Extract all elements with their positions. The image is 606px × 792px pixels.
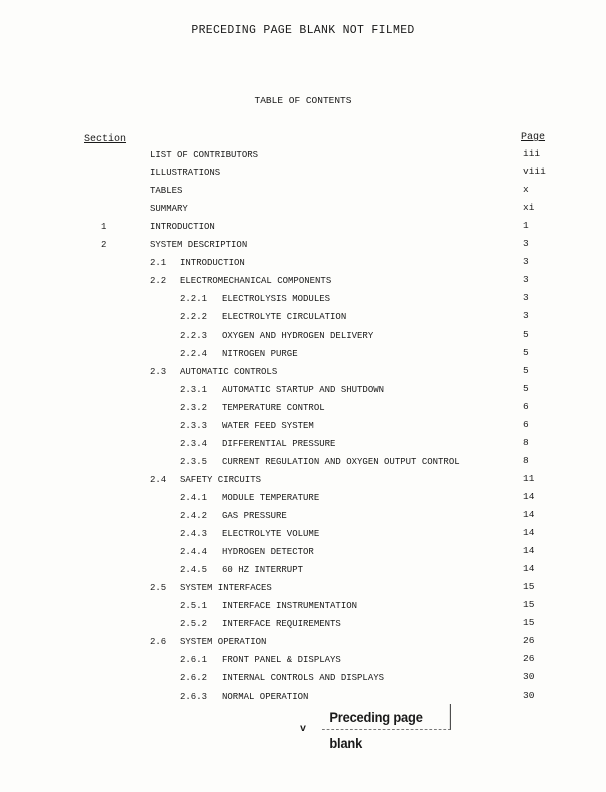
toc-entry <box>0 637 606 651</box>
toc-entry <box>0 168 606 182</box>
toc-entry <box>0 601 606 615</box>
toc-entry <box>0 240 606 254</box>
toc-entry-number: 2.5 <box>150 583 167 593</box>
toc-entry-number: 2.1 <box>150 258 167 268</box>
toc-entry <box>0 583 606 597</box>
toc-entry-page: 30 <box>523 671 535 682</box>
toc-entry-page: 6 <box>523 401 529 412</box>
toc-entry-page: 3 <box>523 256 529 267</box>
toc-entry-title: ELECTROLYTE CIRCULATION <box>222 312 347 322</box>
toc-entry-title: ELECTROLYSIS MODULES <box>222 294 331 304</box>
toc-entry <box>0 565 606 579</box>
toc-entry-title: HYDROGEN DETECTOR <box>222 547 314 557</box>
toc-entry <box>0 204 606 218</box>
toc-entry <box>0 276 606 290</box>
toc-entry-title: 60 HZ INTERRUPT <box>222 565 304 575</box>
toc-entry-number: 2.5.1 <box>180 601 208 611</box>
toc-entry-number: 2.4.4 <box>180 547 208 557</box>
toc-entry-number: 2.6.1 <box>180 655 208 665</box>
toc-entry-page: 5 <box>523 365 529 376</box>
toc-entry <box>0 312 606 326</box>
toc-entry-title: NITROGEN PURGE <box>222 349 298 359</box>
toc-entry-number: 2.6.3 <box>180 692 208 702</box>
toc-entry-title: FRONT PANEL & DISPLAYS <box>222 655 341 665</box>
toc-entry <box>0 186 606 200</box>
toc-entry-page: viii <box>523 166 546 177</box>
toc-entry-page: 14 <box>523 491 535 502</box>
toc-entry-page: xi <box>523 202 535 213</box>
toc-entry-title: AUTOMATIC CONTROLS <box>180 367 278 377</box>
toc-entry-title: WATER FEED SYSTEM <box>222 421 314 431</box>
toc-entry-title: TEMPERATURE CONTROL <box>222 403 325 413</box>
preceding-page-blank-stamp: Preceding page blank <box>322 704 451 730</box>
toc-entry-title: SAFETY CIRCUITS <box>180 475 262 485</box>
toc-entry-number: 2.2.3 <box>180 331 208 341</box>
toc-entry <box>0 150 606 164</box>
toc-entry-title: NORMAL OPERATION <box>222 692 309 702</box>
toc-entry-page: 14 <box>523 509 535 520</box>
toc-entry <box>0 457 606 471</box>
toc-entry-title: SYSTEM DESCRIPTION <box>150 240 248 250</box>
toc-entry-title: ELECTROLYTE VOLUME <box>222 529 320 539</box>
toc-entry-number: 2 <box>101 240 107 250</box>
toc-entry <box>0 619 606 633</box>
toc-entry-number: 1 <box>101 222 107 232</box>
toc-entry-number: 2.4.5 <box>180 565 208 575</box>
toc-entry-number: 2.4.2 <box>180 511 208 521</box>
toc-entry-page: 26 <box>523 635 535 646</box>
toc-entry-page: 5 <box>523 383 529 394</box>
toc-entry-page: 15 <box>523 581 535 592</box>
toc-entry-number: 2.2.2 <box>180 312 208 322</box>
toc-entry <box>0 692 606 706</box>
toc-entry-title: GAS PRESSURE <box>222 511 287 521</box>
toc-entry <box>0 547 606 561</box>
header-notice: PRECEDING PAGE BLANK NOT FILMED <box>191 24 415 37</box>
toc-entry-title: INTERNAL CONTROLS AND DISPLAYS <box>222 673 385 683</box>
toc-entry <box>0 385 606 399</box>
toc-entry-number: 2.3.2 <box>180 403 208 413</box>
toc-entry-page: 3 <box>523 292 529 303</box>
toc-entry-page: 5 <box>523 347 529 358</box>
toc-entry-page: 6 <box>523 419 529 430</box>
toc-entry-title: INTRODUCTION <box>150 222 215 232</box>
toc-entry <box>0 439 606 453</box>
toc-entry-number: 2.4 <box>150 475 167 485</box>
toc-entry-page: x <box>523 184 529 195</box>
toc-entry-title: SUMMARY <box>150 204 188 214</box>
toc-entry <box>0 475 606 489</box>
page-column-header: Page <box>521 132 546 143</box>
toc-entry <box>0 403 606 417</box>
toc-entry-number: 2.2 <box>150 276 167 286</box>
toc-entry-page: 30 <box>523 690 535 701</box>
section-column-header: Section <box>84 134 127 145</box>
toc-entry-number: 2.3.5 <box>180 457 208 467</box>
toc-entry-number: 2.6 <box>150 637 167 647</box>
toc-entry-title: DIFFERENTIAL PRESSURE <box>222 439 336 449</box>
toc-entry-number: 2.2.1 <box>180 294 208 304</box>
toc-entry-title: INTRODUCTION <box>180 258 245 268</box>
toc-entry <box>0 222 606 236</box>
toc-entry-number: 2.3 <box>150 367 167 377</box>
page-number: v <box>300 724 307 735</box>
toc-entry-page: 26 <box>523 653 535 664</box>
toc-entry-page: 14 <box>523 527 535 538</box>
toc-entry <box>0 349 606 363</box>
toc-entry-page: 3 <box>523 274 529 285</box>
toc-entry-number: 2.3.3 <box>180 421 208 431</box>
toc-entry-number: 2.3.1 <box>180 385 208 395</box>
toc-entry-title: INTERFACE INSTRUMENTATION <box>222 601 358 611</box>
toc-entry <box>0 655 606 669</box>
toc-entry-title: SYSTEM OPERATION <box>180 637 267 647</box>
toc-entry-page: 5 <box>523 329 529 340</box>
toc-entry <box>0 367 606 381</box>
toc-entry <box>0 673 606 687</box>
toc-entry-number: 2.6.2 <box>180 673 208 683</box>
toc-entry-page: 8 <box>523 437 529 448</box>
toc-entry <box>0 421 606 435</box>
toc-entry-title: AUTOMATIC STARTUP AND SHUTDOWN <box>222 385 385 395</box>
toc-entry-page: 14 <box>523 545 535 556</box>
toc-entry-number: 2.5.2 <box>180 619 208 629</box>
toc-entry-title: ELECTROMECHANICAL COMPONENTS <box>180 276 332 286</box>
toc-entry <box>0 529 606 543</box>
toc-entry <box>0 511 606 525</box>
toc-entry-page: 11 <box>523 473 535 484</box>
toc-entry-number: 2.2.4 <box>180 349 208 359</box>
toc-entry-title: MODULE TEMPERATURE <box>222 493 320 503</box>
toc-entry-title: INTERFACE REQUIREMENTS <box>222 619 341 629</box>
toc-entry-page: 15 <box>523 617 535 628</box>
toc-entry <box>0 258 606 272</box>
toc-title: TABLE OF CONTENTS <box>254 95 352 106</box>
toc-entry-number: 2.4.3 <box>180 529 208 539</box>
toc-entry-page: 14 <box>523 563 535 574</box>
toc-entry-title: LIST OF CONTRIBUTORS <box>150 150 259 160</box>
toc-entry <box>0 331 606 345</box>
toc-entry <box>0 493 606 507</box>
toc-entry <box>0 294 606 308</box>
toc-entry-page: 3 <box>523 238 529 249</box>
toc-entry-page: 3 <box>523 310 529 321</box>
toc-entry-number: 2.4.1 <box>180 493 208 503</box>
toc-entry-page: iii <box>523 148 541 159</box>
toc-entry-title: ILLUSTRATIONS <box>150 168 221 178</box>
toc-entry-page: 8 <box>523 455 529 466</box>
toc-entry-number: 2.3.4 <box>180 439 208 449</box>
toc-entry-title: SYSTEM INTERFACES <box>180 583 272 593</box>
toc-entry-title: CURRENT REGULATION AND OXYGEN OUTPUT CONTROL <box>222 457 460 467</box>
toc-entry-page: 15 <box>523 599 535 610</box>
toc-entry-title: TABLES <box>150 186 183 196</box>
toc-entry-page: 1 <box>523 220 529 231</box>
toc-entry-title: OXYGEN AND HYDROGEN DELIVERY <box>222 331 374 341</box>
